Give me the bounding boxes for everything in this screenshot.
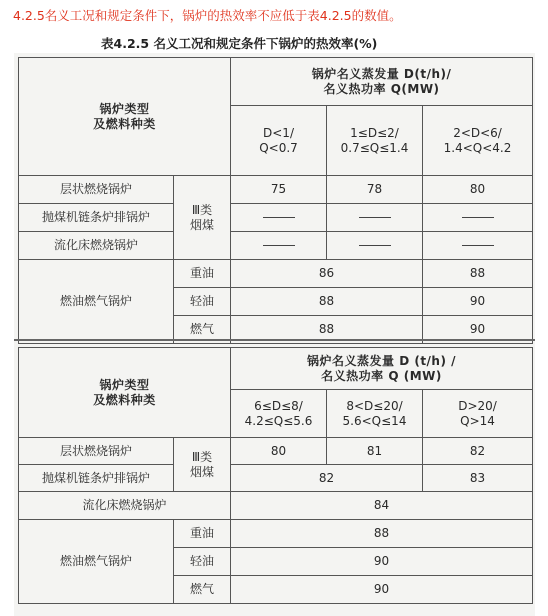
value-cell: 86: [231, 260, 423, 288]
value-cell: 82: [423, 438, 533, 465]
row-label-oilgas: 燃油燃气锅炉: [19, 260, 174, 344]
row-label-layered: 层状燃烧锅炉: [19, 438, 174, 465]
value-cell: 75: [231, 176, 327, 204]
dash-cell: [327, 204, 423, 232]
dash-cell: [231, 232, 327, 260]
range-header-2: 8<D≤20/ 5.6<Q≤14: [327, 390, 423, 438]
row-label-layered: 层状燃烧锅炉: [19, 176, 174, 204]
value-cell: 80: [423, 176, 533, 204]
value-cell: 88: [231, 520, 533, 548]
value-cell: 88: [231, 316, 423, 344]
boiler-type-header: 锅炉类型 及燃料种类: [19, 348, 231, 438]
fuel-gas: 燃气: [174, 576, 231, 604]
value-cell: 82: [231, 465, 423, 492]
value-cell: 88: [231, 288, 423, 316]
value-cell: 90: [423, 288, 533, 316]
coal-type-cell: Ⅲ类 烟煤: [174, 176, 231, 260]
value-cell: 81: [327, 438, 423, 465]
fuel-heavy-oil: 重油: [174, 260, 231, 288]
table-caption: 表4.2.5 名义工况和规定条件下锅炉的热效率(%): [101, 36, 378, 51]
range-header-2: 1≤D≤2/ 0.7≤Q≤1.4: [327, 106, 423, 176]
row-label-fluid: 流化床燃烧锅炉: [19, 232, 174, 260]
boiler-type-header: 锅炉类型 及燃料种类: [19, 58, 231, 176]
dash-cell: [327, 232, 423, 260]
intro-text: 4.2.5名义工况和规定条件下，锅炉的热效率不应低于表4.2.5的数值。: [13, 8, 402, 23]
range-header-1: 6≤D≤8/ 4.2≤Q≤5.6: [231, 390, 327, 438]
value-cell: 84: [231, 492, 533, 520]
value-cell: 90: [231, 576, 533, 604]
fuel-light-oil: 轻油: [174, 288, 231, 316]
fuel-heavy-oil: 重油: [174, 520, 231, 548]
capacity-header: 锅炉名义蒸发量 D(t/h)/ 名义热功率 Q(MW): [231, 58, 533, 106]
dash-cell: [423, 204, 533, 232]
value-cell: 78: [327, 176, 423, 204]
value-cell: 90: [231, 548, 533, 576]
range-header-3: 2<D<6/ 1.4<Q<4.2: [423, 106, 533, 176]
range-header-1: D<1/ Q<0.7: [231, 106, 327, 176]
value-cell: 88: [423, 260, 533, 288]
table-separator: [14, 339, 535, 341]
fuel-gas: 燃气: [174, 316, 231, 344]
value-cell: 90: [423, 316, 533, 344]
row-label-chain: 抛煤机链条炉排锅炉: [19, 204, 174, 232]
row-label-oilgas: 燃油燃气锅炉: [19, 520, 174, 604]
row-label-fluid: 流化床燃烧锅炉: [19, 492, 231, 520]
dash-cell: [231, 204, 327, 232]
value-cell: 83: [423, 465, 533, 492]
coal-type-cell: Ⅲ类 烟煤: [174, 438, 231, 492]
capacity-header: 锅炉名义蒸发量 D (t/h) / 名义热功率 Q (MW): [231, 348, 533, 390]
row-label-chain: 抛煤机链条炉排锅炉: [19, 465, 174, 492]
efficiency-table-small: [18, 57, 533, 344]
efficiency-table-large: [18, 347, 533, 604]
dash-cell: [423, 232, 533, 260]
range-header-3: D>20/ Q>14: [423, 390, 533, 438]
fuel-light-oil: 轻油: [174, 548, 231, 576]
value-cell: 80: [231, 438, 327, 465]
